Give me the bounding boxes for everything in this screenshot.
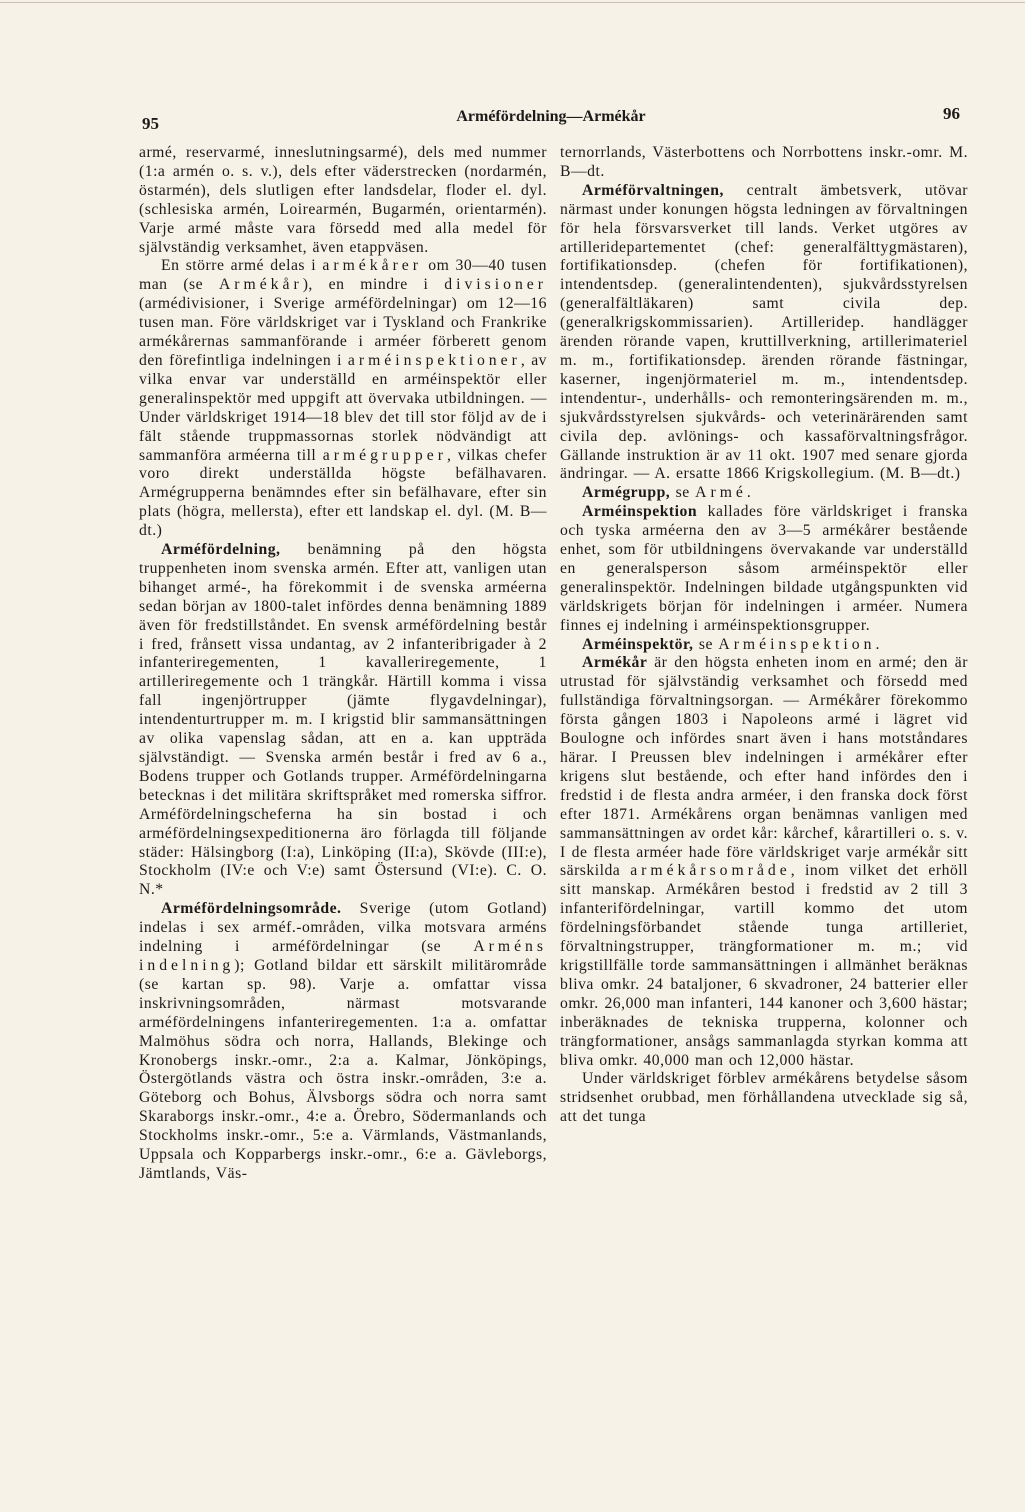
paragraph-omrade-continued: ternorrlands, Västerbottens och Norrbottens inskr.-omr. M. B—dt.	[560, 144, 968, 180]
paragraph-armekar-world-war: Under världskriget förblev armékårens betydelse såsom stridsenhet orubbad, men förhållandena utvecklade sig så, att det tunga	[560, 1070, 968, 1126]
spaced-term: armégrupper	[322, 446, 447, 464]
entry-armeforvaltningen: Arméförvaltningen, centralt ämbetsverk, utövar närmast under konungen högsta ledningen av förvaltningen för hela försvarsverket till lands. Verket utgöres av artilleridepartementet (chef: generalfälttygmästaren), fortifikationsdep. (chefen för fortifikationen), intendentsdep. (generalintendenten), sjukvårdsstyrelsen (generalfältläkaren) samt civila dep. (generalkrigskommissarien). Artilleridep. handlägger ärenden rörande vapen, kruttillverkning, artillerimateriel m. m., fortifikationsdep. ärenden rörande fästningar, kaserner, ingenjörmateriel m. m., intendentsdep. intendentur-, underhålls- och remonteringsärenden m. m., sjukvårdsstyrelsen sjukvårds- och veterinärärenden samt civila dep. avlönings- och kassaförvaltningsfrågor. Gällande instruktion är av 11 okt. 1907 med senare gjorda ändringar. — A. ersatte 1866 Krigskollegium. (M. B—dt.)	[560, 181, 969, 483]
entry-armeinspektion: Arméinspektion kallades före världskriget i franska och tyska arméerna den av 3—5 armékårer bestående enhet, som för utbildningens övervakande var underställd en generalsperson såsom arméinspektör eller generalinspektör. Indelningen bildade utgångspunkten vid världskrigets början för indelningen i arméer. Numera finnes ej indelning i arméinspektionsgrupper.	[560, 503, 968, 634]
spaced-term: armékårsområde	[630, 862, 791, 880]
right-column	[560, 144, 968, 1127]
entry-headword: Arméinspektion	[582, 503, 698, 521]
right-page-number: 96	[943, 104, 960, 123]
entry-armeinspektor: Arméinspektör, se Arméinspektion.	[582, 635, 880, 653]
entry-headword: Armékår	[582, 654, 648, 672]
entry-armegrupp: Armégrupp, se Armé.	[582, 484, 752, 502]
spaced-term: Armé	[695, 484, 747, 502]
spaced-term: Arméinspektion	[718, 635, 876, 653]
entry-armefordelning: Arméfördelning, benämning på den högsta truppenheten inom svenska armén. Efter att, vanligen utan bihanget armé-, ha förekommit i de svenska arméerna sedan början av 1800-talet infördes denna benämning 1889 även för fredstillståndet. En svensk arméfördelning består i fred, frånsett vissa undantag, av 2 infanteribrigader à 2 infanteriregementen, 1 kavalleriregemente, 1 artilleriregemente och 1 trängkår. Härtill komma i vissa fall ingenjörtrupper (jämte flygavdelningar), intendenturtrupper m. m. I krigstid blir sammansättningen av olika vapenslag sådan, att en a. kan uppträda självständigt. — Svenska armén består i fred av 6 a., Bodens trupper och Gotlands trupper. Arméfördelningarna betecknas i det militära skriftspråket med romerska siffror. Arméfördelningscheferna ha sin bostad i och arméfördelningsexpeditionerna äro förlagda till följande städer: Hälsingborg (I:a), Linköping (II:a), Skövde (III:e), Stockholm (IV:e och V:e) samt Östersund (VI:e). C. O. N.*	[139, 541, 548, 899]
paragraph-arme-continued: armé, reservarmé, inneslutningsarmé), dels med nummer (1:a armén o. s. v.), dels efter väderstrecken (nordarmén, östarmén), dels slutligen efter landsdelar, floder el. dyl. (schlesiska armén, Loirearmén, Bugarmén, orientarmén). Varje armé måste vara försedd med alla medel för självständig verksamhet, även etappväsen.	[139, 144, 547, 256]
spaced-term: divisioner	[444, 276, 547, 294]
entry-headword: Arméfördelning,	[161, 541, 281, 559]
entry-headword: Arméförvaltningen,	[582, 181, 724, 199]
left-page-number: 95	[142, 114, 159, 133]
spaced-term: Arméns indelning	[139, 938, 548, 974]
entry-armekar: Armékår är den högsta enheten inom en armé; den är utrustad för självständig verksamhet och försedd med fullständiga förvaltningsorgan. — Armékårer förekommo första gången 1803 i Napoleons armé i lägret vid Boulogne och infördes snart även i hans motståndares härar. I Preussen blev indelningen i armékårer efter krigens slut bestående, och efter hand infördes den i fredstid i de flesta andra arméer, i den franska dock först efter 1871. Armékårens organ benämnas vanligen med sammansättningen av ordet kår: kårchef, kårartilleri o. s. v. I de flesta arméer hade före världskriget varje armékår sitt särskilda armékårsområde, inom vilket det erhöll sitt manskap. Armékåren bestod i fredstid av 2 till 3 infanterifördelningar, vartill kommo det utom fördelningsförbandet stående tunga artilleriet, förvaltningstrupper, trängformationer m. m.; vid krigstillfälle torde sammansättningen i allmänhet beräknas bliva omkr. 24 bataljoner, 6 skvadroner, 24 batterier eller omkr. 26,000 man infanteri, 144 kanoner och 3,600 hästar; inberäknades de tekniska trupperna, kolonner och trängformationer, ansågs sammanlagda styrkan komma att bliva omkr. 40,000 man och 12,000 hästar.	[560, 654, 969, 1069]
top-edge-rule	[0, 2, 1025, 3]
entry-headword: Arméinspektör,	[582, 635, 694, 653]
running-title: Arméfördelning—Armékår	[456, 108, 646, 125]
spaced-term: Armékår	[218, 276, 303, 294]
entry-headword: Arméfördelningsområde.	[161, 900, 342, 918]
page-header	[136, 104, 966, 134]
paragraph-arme-division: En större armé delas i armékårer om 30—40 tusen man (se Armékår), en mindre i divisioner (armédivisioner, i Sverige arméfördelningar) om 12—16 tusen man. Före världskriget var i Tyskland och Frankrike armékårernas sammanförande i arméer förberett genom den förefintliga indelningen i arméinspektioner, av vilka envar var underställd en arméinspektör eller generalinspektör med uppgift att övervaka utbildningen. — Under världskriget 1914—18 blev det till stor följd av de i fält stående truppmassornas storlek nödvändigt att sammanföra arméerna till armégrupper, vilkas chefer voro direkt underställda högste befälhavaren. Armégrupperna benämndes efter sin befälhavare, efter sin plats (högra, mellersta), efter ett landskap el. dyl. (M. B—dt.)	[139, 257, 548, 540]
spaced-term: armékårer	[322, 257, 422, 275]
left-column	[139, 144, 547, 1184]
entry-armefordelningsomrade: Arméfördelningsområde. Sverige (utom Gotland) indelas i sex arméf.-områden, vilka motsvara arméns indelning i arméfördelningar (se Arméns indelning); Gotland bildar ett särskilt militärområde (se kartan sp. 98). Varje a. omfattar vissa inskrivningsområden, närmast motsvarande arméfördelningens infanteriregementen. 1:a a. omfattar Malmöhus södra och norra, Hallands, Blekinge och Kronobergs inskr.-omr., 2:a a. Kalmar, Jönköpings, Östergötlands västra och östra inskr.-områden, 3:e a. Göteborg och Bohus, Älvsborgs södra och norra samt Skaraborgs inskr.-omr., 4:e a. Örebro, Södermanlands och Stockholms inskr.-omr., 5:e a. Värmlands, Västmanlands, Uppsala och Kopparbergs inskr.-omr., 6:e a. Gävleborgs, Jämtlands, Väs-	[139, 900, 548, 1182]
entry-headword: Armégrupp,	[582, 484, 671, 502]
spaced-term: arméinspektioner	[347, 351, 521, 369]
